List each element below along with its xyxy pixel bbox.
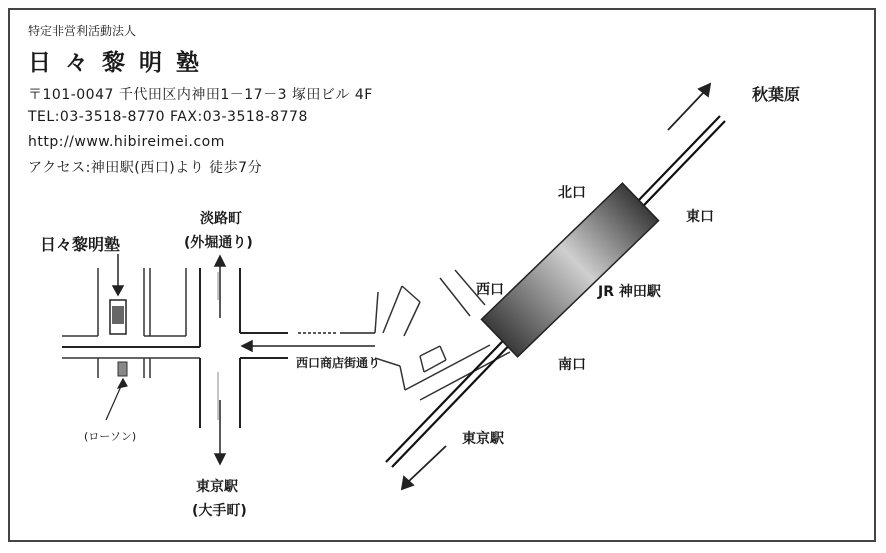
akihabara-label: 秋葉原: [752, 85, 801, 104]
kanda-station: [481, 183, 658, 357]
tokyo-station-label: 東京駅: [462, 431, 504, 447]
akihabara-arrow: [668, 84, 710, 130]
north-road-sublabel: (外堀通り): [184, 235, 253, 251]
destination-label: 日々黎明塾: [40, 235, 121, 254]
street-block: [62, 268, 200, 378]
address: 〒101-0047 千代田区内神田1－17－3 塚田ビル 4F: [28, 87, 373, 103]
website-link[interactable]: http://www.hibireimei.com: [28, 134, 225, 150]
destination-marker: [112, 306, 124, 324]
tokyo-arrow: [402, 446, 446, 489]
exit-south-label: 南口: [558, 357, 586, 373]
phone-fax: TEL:03-3518-8770 FAX:03-3518-8778: [28, 109, 308, 125]
org-name: 日々黎明塾: [28, 50, 213, 76]
access-info: アクセス:神田駅(西口)より 徒歩7分: [28, 160, 263, 176]
shopping-street-label: 西口商店街通り: [296, 356, 381, 370]
exit-west-label: 西口: [476, 282, 504, 298]
exit-north-label: 北口: [558, 185, 586, 201]
station-name-label: JR 神田駅: [598, 284, 661, 300]
shopping-street-arrow: [242, 341, 375, 351]
south-road-label: 東京駅: [196, 479, 238, 495]
south-road-sublabel: (大手町): [192, 503, 247, 519]
destination-arrow: [113, 254, 123, 295]
lawson-arrow: [106, 379, 127, 420]
south-arrow: [215, 400, 225, 464]
lawson-label: (ローソン): [84, 430, 137, 443]
north-road-label: 淡路町: [200, 211, 242, 227]
org-type: 特定非営利活動法人: [28, 24, 137, 38]
lawson-marker: [118, 362, 127, 376]
north-arrow: [215, 256, 225, 318]
exit-east-label: 東口: [686, 209, 714, 225]
